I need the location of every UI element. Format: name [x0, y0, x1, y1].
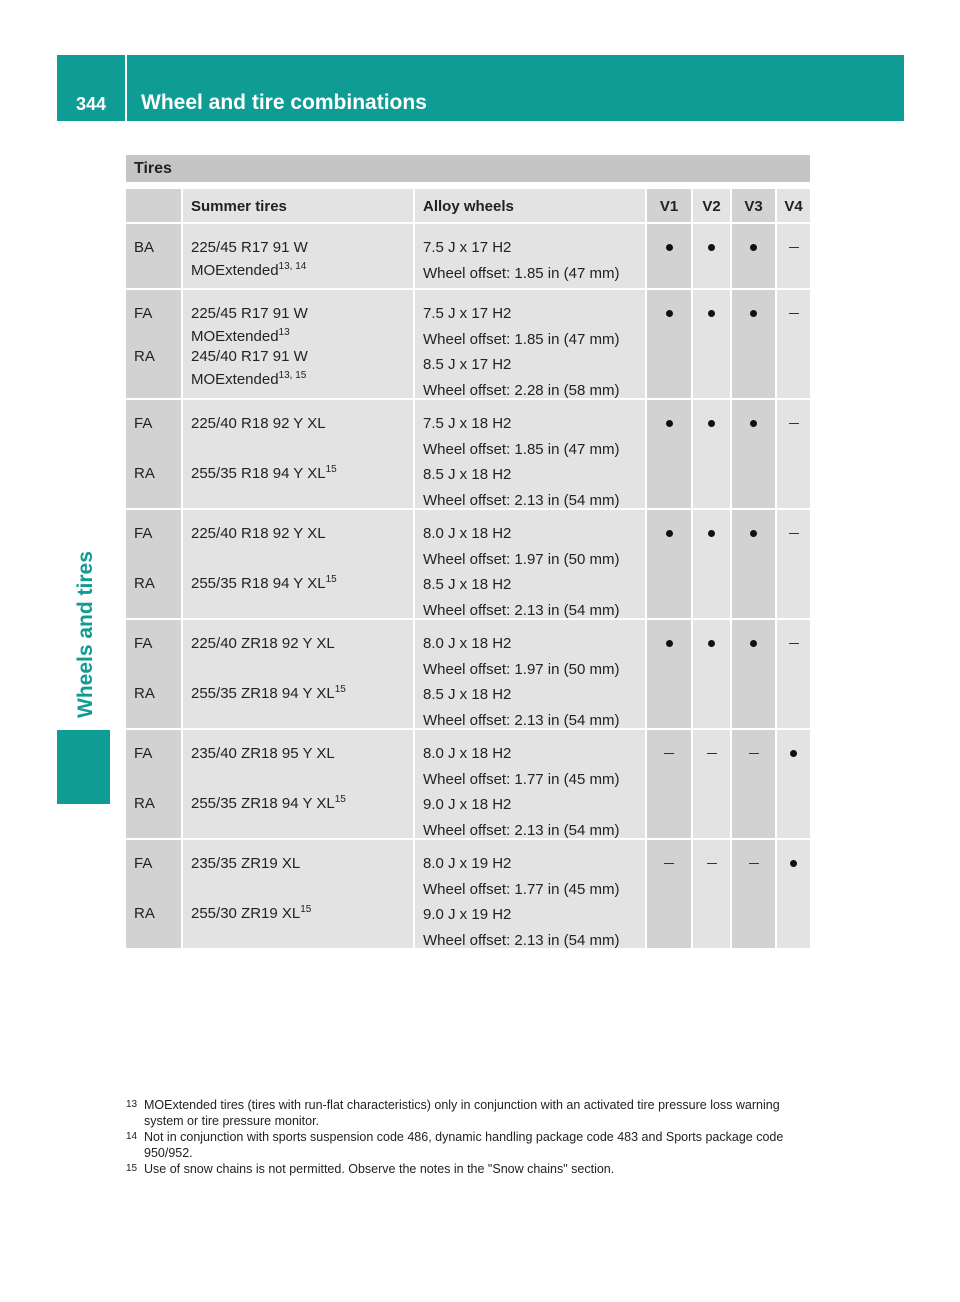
header-v2: V2 [693, 189, 730, 222]
fitment-dot-icon [693, 235, 730, 259]
dash-icon [749, 863, 759, 864]
tire-size [191, 522, 326, 546]
not-available-dash-icon [777, 631, 810, 655]
tire-moextended [191, 259, 306, 283]
header-summer-tires: Summer tires [183, 189, 413, 222]
wheel-size: 9.0 J x 18 H2 [423, 796, 512, 813]
wheel-cell [415, 400, 645, 508]
variant-cell-v1 [647, 400, 691, 508]
table-header-row [126, 189, 810, 224]
wheel-offset: Wheel offset: 2.13 in (54 mm) [423, 711, 620, 729]
axle-cell [126, 620, 181, 728]
axle-cell [126, 290, 181, 398]
table-row [126, 290, 810, 400]
dash-icon [789, 533, 799, 534]
dot-icon [708, 530, 715, 537]
footnote-number: 15 [126, 1163, 138, 1174]
axle-label: FA [134, 855, 153, 872]
footnote-ref: 13, 14 [278, 261, 307, 272]
wheel-size: 8.5 J x 18 H2 [423, 466, 512, 483]
axle-cell [126, 400, 181, 508]
variant-cell-v1 [647, 290, 691, 398]
section-side-label: Wheels and tires [74, 551, 97, 718]
wheel-cell [415, 290, 645, 398]
table-row [126, 620, 810, 730]
header-v3: V3 [732, 189, 775, 222]
page-title: Wheel and tire combinations [141, 91, 427, 114]
table-title [126, 155, 810, 182]
fitment-dot-icon [647, 521, 691, 545]
tire-size-text: 225/40 ZR18 92 Y XL [191, 635, 335, 652]
tire-size [191, 792, 346, 816]
dash-icon [789, 643, 799, 644]
axle-label: FA [134, 305, 153, 322]
variant-cell-v2 [693, 290, 730, 398]
footnote-ref: 15 [334, 794, 346, 805]
dot-icon [666, 530, 673, 537]
wheel-cell [415, 840, 645, 948]
table-row [126, 224, 810, 290]
wheel-offset: Wheel offset: 2.28 in (58 mm) [423, 381, 620, 399]
fitment-dot-icon [732, 521, 775, 545]
not-available-dash-icon [777, 411, 810, 435]
wheel-offset: Wheel offset: 1.85 in (47 mm) [423, 264, 620, 282]
dot-icon [790, 750, 797, 757]
tire-size-text: 225/40 R18 92 Y XL [191, 415, 326, 432]
tire-size-text: 225/45 R17 91 W [191, 239, 308, 256]
wheel-offset: Wheel offset: 2.13 in (54 mm) [423, 491, 620, 509]
wheel-offset: Wheel offset: 2.13 in (54 mm) [423, 821, 620, 839]
axle-label: RA [134, 348, 155, 365]
footnote-number: 13 [126, 1099, 138, 1110]
tire-size [191, 345, 308, 369]
variant-cell-v2 [693, 224, 730, 288]
dot-icon [790, 860, 797, 867]
wheel-size: 9.0 J x 19 H2 [423, 906, 512, 923]
axle-label: RA [134, 465, 155, 482]
wheel-size: 8.5 J x 17 H2 [423, 356, 512, 373]
tire-size [191, 902, 311, 926]
not-available-dash-icon [647, 851, 691, 875]
tire-cell [183, 510, 413, 618]
footnote-ref: 15 [325, 464, 337, 475]
axle-label: FA [134, 745, 153, 762]
tire-size-text: 235/35 ZR19 XL [191, 855, 301, 872]
not-available-dash-icon [732, 851, 775, 875]
wheel-size: 8.0 J x 18 H2 [423, 525, 512, 542]
tire-size-text: 255/35 R18 94 Y XL [191, 575, 326, 592]
axle-label: RA [134, 905, 155, 922]
fitment-dot-icon [647, 235, 691, 259]
variant-cell-v1 [647, 224, 691, 288]
fitment-dot-icon [732, 411, 775, 435]
tire-size [191, 682, 346, 706]
wheel-offset: Wheel offset: 1.85 in (47 mm) [423, 440, 620, 458]
variant-cell-v1 [647, 840, 691, 948]
header-v1: V1 [647, 189, 691, 222]
dot-icon [708, 244, 715, 251]
tire-cell [183, 840, 413, 948]
variant-cell-v2 [693, 730, 730, 838]
wheel-cell [415, 620, 645, 728]
footnote [126, 1097, 816, 1129]
header-alloy-wheels: Alloy wheels [415, 189, 645, 222]
tire-size-text: 225/40 R18 92 Y XL [191, 525, 326, 542]
dot-icon [666, 640, 673, 647]
wheel-offset: Wheel offset: 1.77 in (45 mm) [423, 880, 620, 898]
axle-label: RA [134, 575, 155, 592]
fitment-dot-icon [693, 631, 730, 655]
header-divider [125, 55, 127, 121]
footnote-text: Use of snow chains is not permitted. Observe the notes in the "Snow chains" section. [144, 1162, 615, 1176]
tire-size [191, 412, 326, 436]
fitment-dot-icon [732, 235, 775, 259]
fitment-dot-icon [647, 301, 691, 325]
wheel-size: 8.0 J x 19 H2 [423, 855, 512, 872]
dot-icon [708, 640, 715, 647]
axle-cell [126, 510, 181, 618]
dot-icon [708, 310, 715, 317]
footnote-ref: 15 [300, 904, 312, 915]
variant-cell-v3 [732, 290, 775, 398]
tire-size [191, 632, 335, 656]
wheel-size: 7.5 J x 17 H2 [423, 239, 512, 256]
wheel-size: 8.5 J x 18 H2 [423, 576, 512, 593]
fitment-dot-icon [693, 411, 730, 435]
not-available-dash-icon [647, 741, 691, 765]
dash-icon [789, 423, 799, 424]
tire-size [191, 236, 308, 260]
tire-size-text: 235/40 ZR18 95 Y XL [191, 745, 335, 762]
table-row [126, 840, 810, 950]
tire-size [191, 302, 308, 326]
wheel-offset: Wheel offset: 1.97 in (50 mm) [423, 550, 620, 568]
tire-size-text: 245/40 R17 91 W [191, 348, 308, 365]
header-pos [126, 189, 181, 222]
variant-cell-v4 [777, 620, 810, 728]
variant-cell-v3 [732, 730, 775, 838]
tire-cell [183, 400, 413, 508]
variant-cell-v2 [693, 620, 730, 728]
page-number: 344 [75, 94, 107, 114]
not-available-dash-icon [777, 301, 810, 325]
axle-label: FA [134, 525, 153, 542]
footnote-text: Not in conjunction with sports suspension code 486, dynamic handling package code 483 and Sports package code 950/952. [144, 1130, 784, 1160]
variant-cell-v4 [777, 840, 810, 948]
footnote-ref: 13 [278, 327, 290, 338]
fitment-dot-icon [647, 631, 691, 655]
not-available-dash-icon [732, 741, 775, 765]
section-side-tab [57, 730, 110, 804]
variant-cell-v2 [693, 510, 730, 618]
axle-label: FA [134, 415, 153, 432]
axle-label: RA [134, 685, 155, 702]
dot-icon [666, 420, 673, 427]
tire-cell [183, 224, 413, 288]
not-available-dash-icon [777, 235, 810, 259]
wheel-offset: Wheel offset: 1.85 in (47 mm) [423, 330, 620, 348]
tire-table [126, 189, 810, 950]
variant-cell-v4 [777, 400, 810, 508]
wheel-cell [415, 510, 645, 618]
tire-size [191, 852, 300, 876]
axle-cell [126, 840, 181, 948]
axle-label: RA [134, 795, 155, 812]
variant-cell-v3 [732, 510, 775, 618]
wheel-offset: Wheel offset: 2.13 in (54 mm) [423, 931, 620, 949]
tire-size-text: 255/35 ZR18 94 Y XL [191, 795, 335, 812]
variant-cell-v4 [777, 730, 810, 838]
footnote-number: 14 [126, 1131, 138, 1142]
fitment-dot-icon [732, 301, 775, 325]
dash-icon [789, 247, 799, 248]
not-available-dash-icon [693, 741, 730, 765]
fitment-dot-icon [777, 741, 810, 765]
variant-cell-v1 [647, 620, 691, 728]
dot-icon [750, 310, 757, 317]
dot-icon [750, 420, 757, 427]
tire-cell [183, 290, 413, 398]
wheel-size: 7.5 J x 17 H2 [423, 305, 512, 322]
dash-icon [664, 753, 674, 754]
tire-size-text: 255/35 R18 94 Y XL [191, 465, 326, 482]
page-header [57, 55, 904, 121]
wheel-cell [415, 224, 645, 288]
footnotes [126, 1097, 816, 1177]
variant-cell-v4 [777, 510, 810, 618]
variant-cell-v3 [732, 620, 775, 728]
wheel-size: 8.0 J x 18 H2 [423, 745, 512, 762]
tire-cell [183, 730, 413, 838]
table-title-text: Tires [134, 160, 172, 177]
tire-moextended-text: MOExtended [191, 371, 279, 388]
table-row [126, 400, 810, 510]
dash-icon [707, 753, 717, 754]
fitment-dot-icon [693, 521, 730, 545]
tire-size-text: 255/35 ZR18 94 Y XL [191, 685, 335, 702]
wheel-size: 8.5 J x 18 H2 [423, 686, 512, 703]
dash-icon [664, 863, 674, 864]
wheel-size: 7.5 J x 18 H2 [423, 415, 512, 432]
footnote [126, 1161, 816, 1177]
axle-cell [126, 224, 181, 288]
dot-icon [666, 244, 673, 251]
variant-cell-v2 [693, 840, 730, 948]
dash-icon [749, 753, 759, 754]
dot-icon [750, 244, 757, 251]
axle-label: FA [134, 635, 153, 652]
variant-cell-v4 [777, 224, 810, 288]
variant-cell-v2 [693, 400, 730, 508]
dash-icon [707, 863, 717, 864]
fitment-dot-icon [732, 631, 775, 655]
tire-size-text: 255/30 ZR19 XL [191, 905, 301, 922]
variant-cell-v3 [732, 400, 775, 508]
tire-size-text: 225/45 R17 91 W [191, 305, 308, 322]
not-available-dash-icon [693, 851, 730, 875]
dot-icon [666, 310, 673, 317]
variant-cell-v4 [777, 290, 810, 398]
tire-size [191, 572, 337, 596]
axle-cell [126, 730, 181, 838]
variant-cell-v1 [647, 730, 691, 838]
footnote-ref: 15 [334, 684, 346, 695]
fitment-dot-icon [647, 411, 691, 435]
tire-cell [183, 620, 413, 728]
wheel-cell [415, 730, 645, 838]
wheel-offset: Wheel offset: 1.97 in (50 mm) [423, 660, 620, 678]
wheel-offset: Wheel offset: 2.13 in (54 mm) [423, 601, 620, 619]
footnote-ref: 13, 15 [278, 370, 307, 381]
not-available-dash-icon [777, 521, 810, 545]
wheel-size: 8.0 J x 18 H2 [423, 635, 512, 652]
dot-icon [708, 420, 715, 427]
fitment-dot-icon [693, 301, 730, 325]
tire-moextended [191, 368, 306, 392]
footnote-ref: 15 [325, 574, 337, 585]
table-row [126, 730, 810, 840]
axle-label: BA [134, 239, 155, 256]
table-row [126, 510, 810, 620]
tire-moextended-text: MOExtended [191, 262, 279, 279]
tire-size [191, 462, 337, 486]
tire-moextended-text: MOExtended [191, 328, 279, 345]
footnote [126, 1129, 816, 1161]
fitment-dot-icon [777, 851, 810, 875]
dash-icon [789, 313, 799, 314]
tire-size [191, 742, 335, 766]
dot-icon [750, 640, 757, 647]
wheel-offset: Wheel offset: 1.77 in (45 mm) [423, 770, 620, 788]
footnote-text: MOExtended tires (tires with run-flat characteristics) only in conjunction with an activated tire pressure loss warning system or tire pressure monitor. [144, 1098, 780, 1128]
variant-cell-v1 [647, 510, 691, 618]
header-v4: V4 [777, 189, 810, 222]
dot-icon [750, 530, 757, 537]
variant-cell-v3 [732, 224, 775, 288]
variant-cell-v3 [732, 840, 775, 948]
